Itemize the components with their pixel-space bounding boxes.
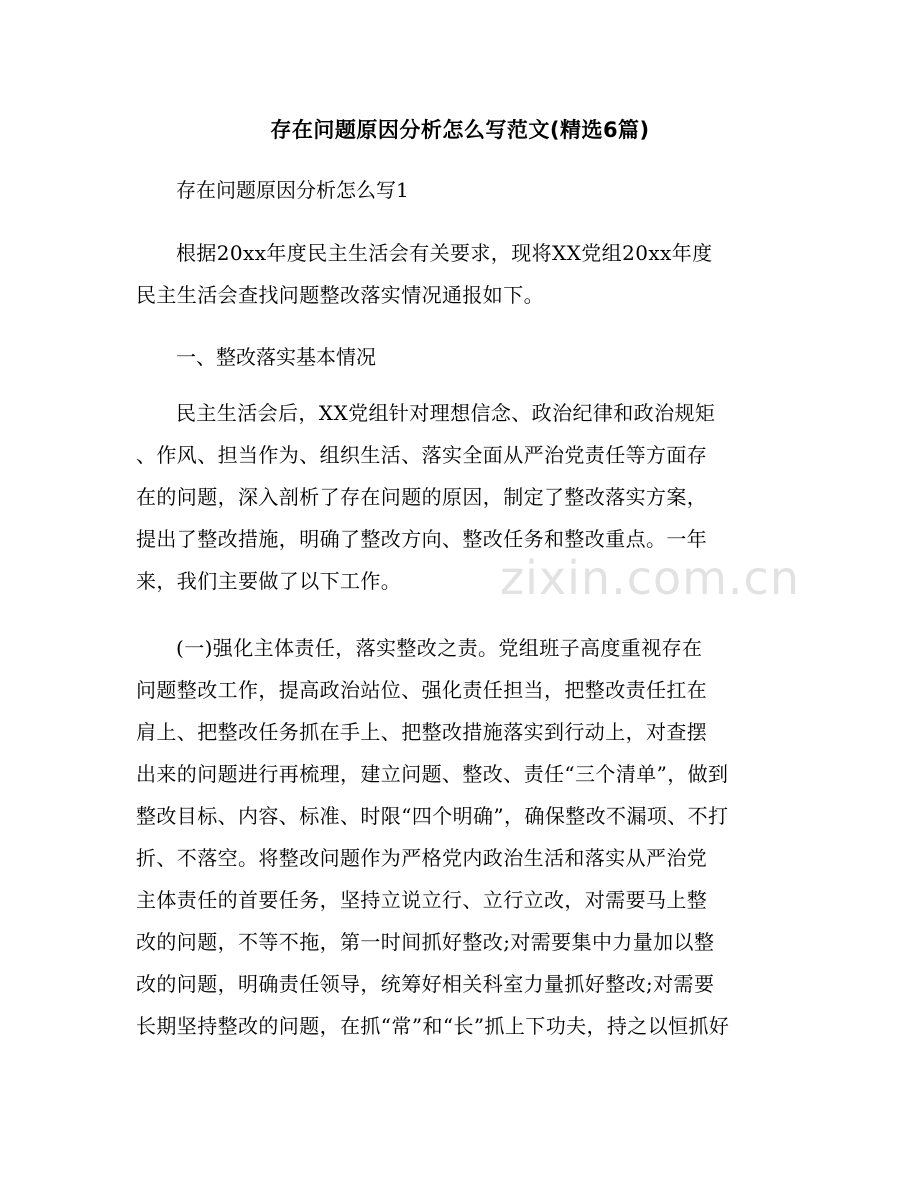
article-subtitle: 存在问题原因分析怎么写1	[176, 178, 409, 202]
section-heading: 一、整改落实基本情况	[176, 345, 376, 369]
paragraph-line: 来，我们主要做了以下工作。	[136, 569, 402, 593]
paragraph-line: 、作风、担当作为、组织生活、落实全面从严治党责任等方面存	[136, 443, 708, 467]
paragraph-line: 改的问题，明确责任领导，统筹好相关科室力量抓好整改;对需要	[136, 972, 715, 996]
paragraph-line: 民主生活会后，XX党组针对理想信念、政治纪律和政治规矩	[176, 401, 716, 425]
paragraph-line: 改的问题，不等不拖，第一时间抓好整改;对需要集中力量加以整	[136, 930, 715, 954]
intro-line: 民主生活会查找问题整改落实情况通报如下。	[136, 283, 544, 307]
body-paragraph-2	[136, 627, 786, 1047]
paragraph-line: 主体责任的首要任务，坚持立说立行、立行立改，对需要马上整	[136, 888, 708, 912]
paragraph-line: 提出了整改措施，明确了整改方向、整改任务和整改重点。一年	[136, 527, 708, 551]
watermark: zixin.com.cn	[499, 551, 801, 605]
paragraph-line: (一)强化主体责任，落实整改之责。党组班子高度重视存在	[176, 636, 703, 660]
paragraph-line: 问题整改工作，提高政治站位、强化责任担当，把整改责任扛在	[136, 678, 708, 702]
paragraph-line: 长期坚持整改的问题，在抓“常”和“长”抓上下功夫，持之以恒抓好	[136, 1014, 730, 1038]
paragraph-line: 整改目标、内容、标准、时限“四个明确”，确保整改不漏项、不打	[136, 804, 729, 828]
paragraph-line: 出来的问题进行再梳理，建立问题、整改、责任“三个清单”，做到	[136, 762, 729, 786]
paragraph-line: 肩上、把整改任务抓在手上、把整改措施落实到行动上，对查摆	[136, 720, 708, 744]
paragraph-line: 折、不落空。将整改问题作为严格党内政治生活和落实从严治党	[136, 846, 708, 870]
intro-paragraph	[136, 232, 786, 316]
document-title: 存在问题原因分析怎么写范文(精选6篇)	[270, 118, 650, 142]
intro-line: 根据20xx年度民主生活会有关要求，现将XX党组20xx年度	[176, 241, 713, 265]
paragraph-line: 在的问题，深入剖析了存在问题的原因，制定了整改落实方案，	[136, 485, 708, 509]
body-paragraph-1	[136, 392, 786, 602]
